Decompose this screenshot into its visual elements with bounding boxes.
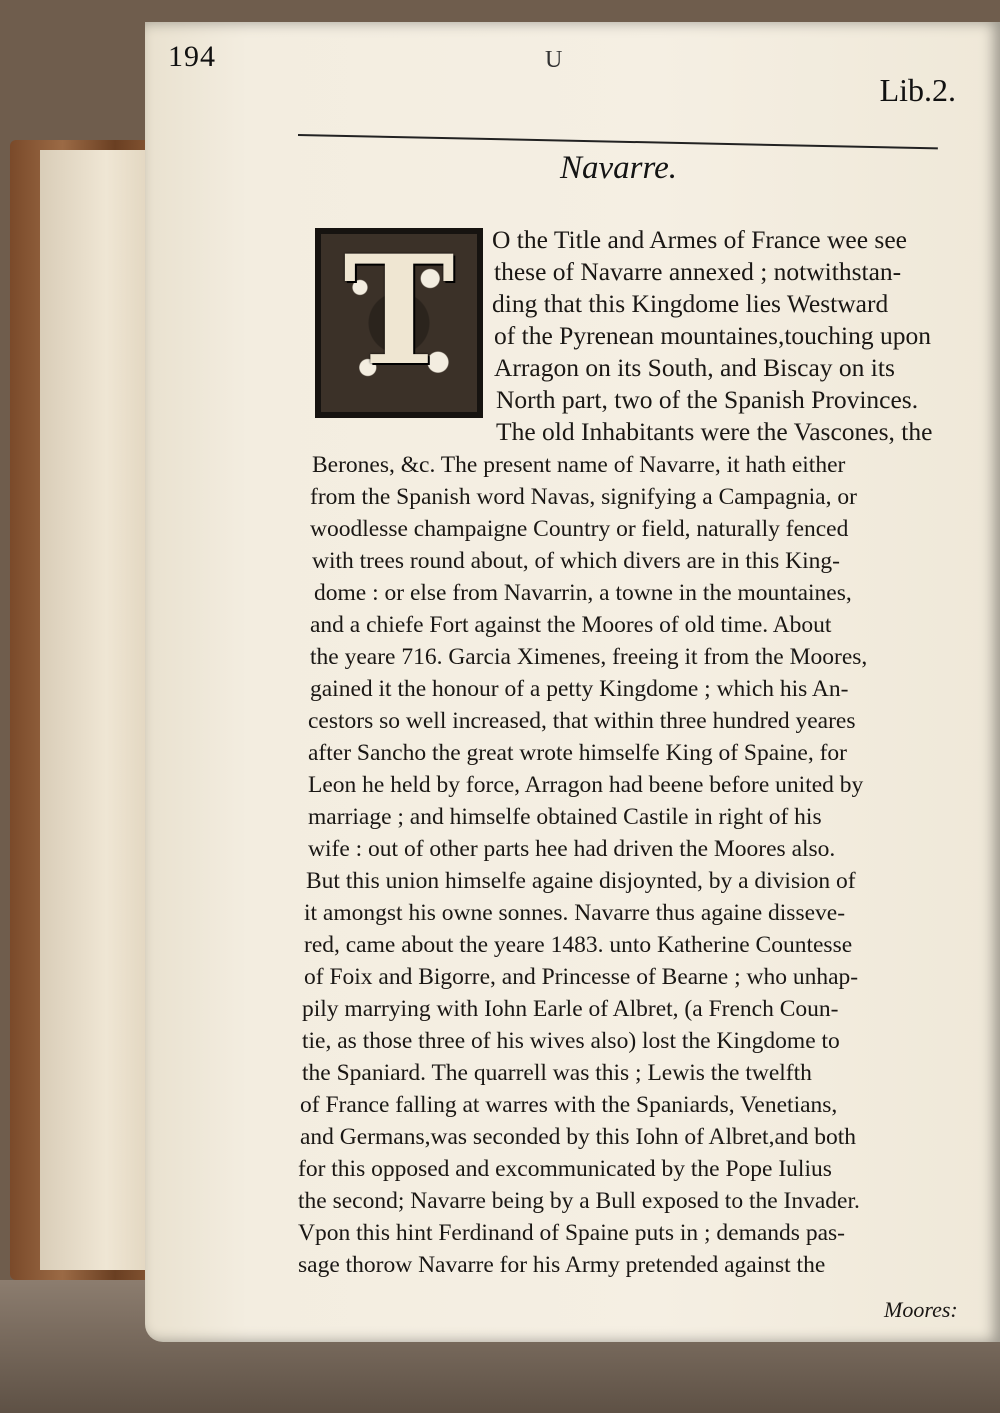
text-line: Berones, &c. The present name of Navarre, it hath either xyxy=(312,452,846,478)
text-line: the yeare 716. Garcia Ximenes, freeing it from the Moores, xyxy=(310,644,868,670)
text-line: cestors so well increased, that within three hundred yeares xyxy=(308,708,856,734)
text-line: woodlesse champaigne Country or field, naturally fenced xyxy=(310,516,849,542)
text-line: O the Title and Armes of France wee see xyxy=(492,225,907,254)
text-line: red, came about the yeare 1483. unto Katherine Countesse xyxy=(304,932,853,958)
text-line: with trees round about, of which divers are in this King- xyxy=(312,548,840,574)
text-line: The old Inhabitants were the Vascones, the xyxy=(496,417,933,446)
text-line: Arragon on its South, and Biscay on its xyxy=(494,353,895,382)
book-reference: Lib.2. xyxy=(879,72,956,108)
text-line: for this opposed and excommunicated by the Pope Iulius xyxy=(298,1156,832,1182)
text-line: North part, two of the Spanish Provinces. xyxy=(496,385,919,414)
text-line: of France falling at warres with the Spaniards, Venetians, xyxy=(300,1092,838,1118)
drop-cap-letter: T xyxy=(343,223,455,399)
text-line: Vpon this hint Ferdinand of Spaine puts in ; demands pas- xyxy=(298,1220,845,1246)
text-line: of the Pyrenean mountaines,touching upon xyxy=(494,321,931,350)
text-line: sage thorow Navarre for his Army pretended against the xyxy=(298,1252,826,1278)
text-line: marriage ; and himselfe obtained Castile in right of his xyxy=(308,804,822,830)
signature-mark: U xyxy=(545,47,563,73)
text-line: But this union himselfe againe disjoynted, by a division of xyxy=(306,868,856,894)
text-line: pily marrying with Iohn Earle of Albret, (a French Coun- xyxy=(302,996,839,1022)
text-line: from the Spanish word Navas, signifying a Campagnia, or xyxy=(310,484,857,510)
text-line: after Sancho the great wrote himselfe King of Spaine, for xyxy=(308,740,848,766)
text-line: and a chiefe Fort against the Moores of old time. About xyxy=(310,612,832,638)
text-line: and Germans,was seconded by this Iohn of Albret,and both xyxy=(300,1124,857,1150)
text-line: ding that this Kingdome lies Westward xyxy=(492,289,889,318)
text-line: of Foix and Bigorre, and Princesse of Bearne ; who unhap- xyxy=(304,964,859,990)
text-line: gained it the honour of a petty Kingdome ; which his An- xyxy=(310,676,849,702)
text-line: it amongst his owne sonnes. Navarre thus againe disseve- xyxy=(304,900,846,926)
text-line: the Spaniard. The quarrell was this ; Lewis the twelfth xyxy=(302,1060,812,1086)
text-line: tie, as those three of his wives also) lost the Kingdome to xyxy=(302,1028,840,1054)
text-line: wife : out of other parts hee had driven the Moores also. xyxy=(308,836,836,862)
text-line: dome : or else from Navarrin, a towne in the mountaines, xyxy=(314,580,852,606)
text-line: the second; Navarre being by a Bull exposed to the Invader. xyxy=(298,1188,860,1214)
text-line: Leon he held by force, Arragon had beene before united by xyxy=(308,772,864,798)
text-line: these of Navarre annexed ; notwithstan- xyxy=(494,257,902,286)
page-number: 194 xyxy=(168,40,216,73)
section-heading: Navarre. xyxy=(560,150,678,186)
catchword: Moores: xyxy=(884,1297,958,1322)
